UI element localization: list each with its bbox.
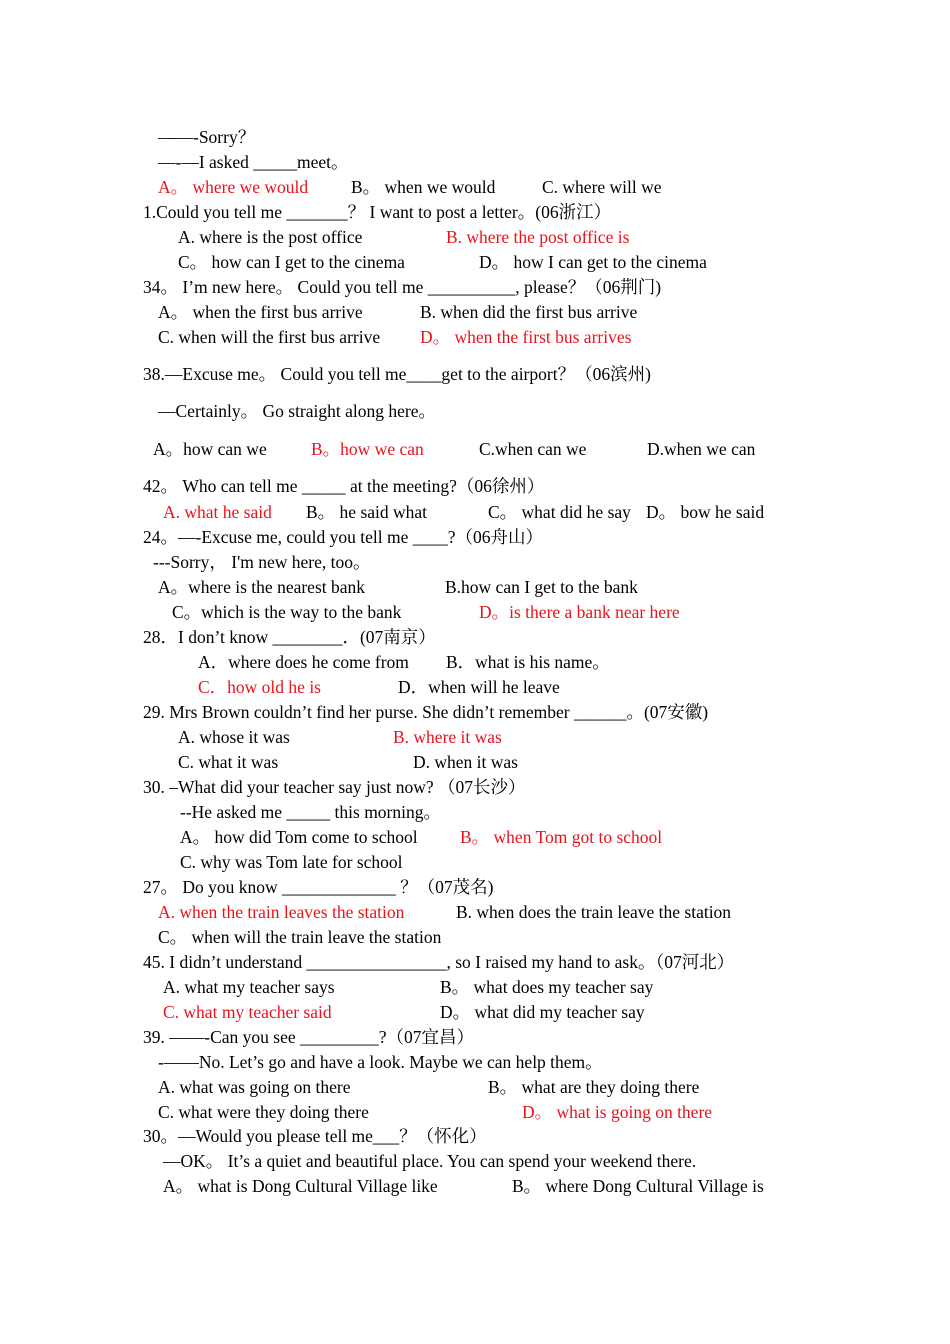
options-row	[158, 901, 858, 923]
options-row	[158, 576, 858, 598]
option-b-answer: B。 when Tom got to school	[460, 827, 663, 847]
options-row	[163, 1001, 863, 1023]
option-b: B. when did the first bus arrive	[420, 302, 638, 322]
options-row	[153, 438, 853, 460]
option-b: B。 what does my teacher say	[440, 977, 654, 997]
option-c-answer: C．how old he is	[198, 677, 321, 697]
option-b: B.how can I get to the bank	[445, 577, 638, 597]
option-d-answer: D。 when the first bus arrives	[420, 327, 632, 347]
options-row	[163, 501, 863, 523]
dialog-line: —Certainly。 Go straight along here。	[158, 401, 436, 421]
option-b: B。 what are they doing there	[488, 1077, 700, 1097]
option-c: C. when will the first bus arrive	[158, 327, 381, 347]
option-a: A. whose it was	[178, 727, 290, 747]
option-b: B。 when we would	[351, 177, 496, 197]
question-line: 45. I didn’t understand ________________, so I raised my hand to ask。（07河北）	[143, 952, 735, 972]
option-d: D. when it was	[413, 752, 518, 772]
options-row	[178, 726, 878, 748]
option-d: D。 bow he said	[646, 502, 765, 522]
options-row	[198, 676, 898, 698]
option-c: C。which is the way to the bank	[172, 602, 402, 622]
question-line: 34。 I’m new here。 Could you tell me __________, please？（06荆门)	[143, 277, 662, 297]
options-row	[163, 976, 863, 998]
option-d-answer: D。is there a bank near here	[479, 602, 680, 622]
question-line: 1.Could you tell me _______？ I want to post a letter。(06浙江）	[143, 202, 612, 222]
options-row	[198, 651, 898, 673]
option-c: C. why was Tom late for school	[180, 852, 403, 872]
option-a: A。where is the nearest bank	[158, 577, 366, 597]
option-b-answer: B。how we can	[311, 439, 424, 459]
option-b: B。 where Dong Cultural Village is	[512, 1176, 764, 1196]
dialog-line: -——No. Let’s go and have a look. Maybe we can help them。	[158, 1052, 603, 1072]
option-a: A。 when the first bus arrive	[158, 302, 363, 322]
option-c: C.when can we	[479, 439, 587, 459]
option-d: D。 what did my teacher say	[440, 1002, 645, 1022]
option-d-answer: D。 what is going on there	[522, 1102, 713, 1122]
question-line: 28．I don’t know ________．(07南京）	[143, 627, 436, 647]
option-a: A. what my teacher says	[163, 977, 335, 997]
options-row	[158, 326, 858, 348]
option-c-answer: C. what my teacher said	[163, 1002, 332, 1022]
option-c: C。 what did he say	[488, 502, 631, 522]
option-d: D.when we can	[647, 439, 756, 459]
dialog-line: ——-Sorry？	[158, 127, 256, 147]
question-line: 24。—-Excuse me, could you tell me ____?（06舟山）	[143, 527, 543, 547]
option-a-answer: A. when the train leaves the station	[158, 902, 405, 922]
dialog-line: —OK。 It’s a quiet and beautiful place. You can spend your weekend there.	[163, 1151, 697, 1171]
option-a: A. where is the post office	[178, 227, 363, 247]
question-line: 30。—Would you please tell me___？（怀化）	[143, 1126, 487, 1146]
question-line: 42。 Who can tell me _____ at the meeting?（06徐州）	[143, 476, 545, 496]
option-c: C. what it was	[178, 752, 279, 772]
option-b-answer: B. where it was	[393, 727, 502, 747]
option-a: A。 what is Dong Cultural Village like	[163, 1176, 438, 1196]
options-row	[178, 751, 878, 773]
question-line: 29. Mrs Brown couldn’t find her purse. She didn’t remember ______。(07安徽)	[143, 702, 709, 722]
question-line: 30. –What did your teacher say just now? （07长沙）	[143, 777, 526, 797]
option-a: A。 how did Tom come to school	[180, 827, 418, 847]
option-b: B．what is his name。	[446, 652, 610, 672]
option-c: C。 when will the train leave the station	[158, 927, 442, 947]
options-row	[158, 301, 858, 323]
option-a: A. what was going on there	[158, 1077, 351, 1097]
options-row	[178, 226, 878, 248]
dialog-line: ---Sorry， I'm new here, too。	[153, 552, 371, 572]
dialog-line: --He asked me _____ this morning。	[180, 802, 441, 822]
options-row	[163, 1175, 863, 1197]
question-line: 27。 Do you know _____________ ？（07茂名)	[143, 877, 494, 897]
question-line: 38.—Excuse me。 Could you tell me____get to the airport？（06滨州)	[143, 364, 651, 384]
option-b: B. when does the train leave the station	[456, 902, 732, 922]
option-a-answer: A. what he said	[163, 502, 272, 522]
options-row	[158, 176, 858, 198]
option-c: C。 how can I get to the cinema	[178, 252, 405, 272]
option-b: B。 he said what	[306, 502, 428, 522]
option-a-answer: A。 where we would	[158, 177, 309, 197]
dialog-line: —-—I asked _____meet。	[158, 152, 349, 172]
options-row	[178, 251, 878, 273]
option-a: A。how can we	[153, 439, 267, 459]
question-line: 39. ——-Can you see _________?（07宜昌）	[143, 1027, 475, 1047]
option-c: C. what were they doing there	[158, 1102, 369, 1122]
option-b-answer: B. where the post office is	[446, 227, 630, 247]
option-d: D。 how I can get to the cinema	[479, 252, 707, 272]
options-row	[180, 826, 880, 848]
option-a: A．where does he come from	[198, 652, 409, 672]
options-row	[158, 1076, 858, 1098]
option-c: C. where will we	[542, 177, 662, 197]
option-d: D．when will he leave	[398, 677, 560, 697]
options-row	[172, 601, 872, 623]
options-row	[158, 1101, 858, 1123]
